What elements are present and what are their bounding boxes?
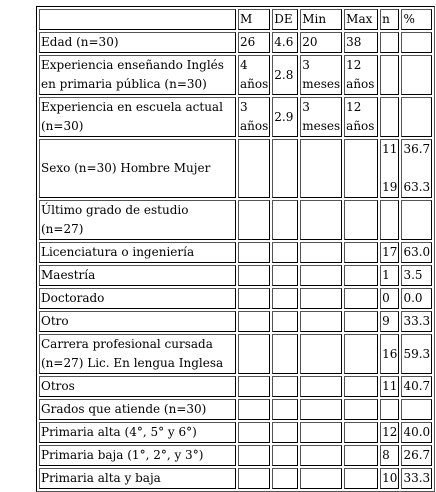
cell-n: 10: [380, 468, 399, 489]
cell-n: [380, 399, 399, 420]
cell-m-unit: años: [240, 77, 269, 91]
table-row: [39, 376, 432, 397]
table-row: [39, 311, 432, 332]
cell-n: 0: [380, 288, 399, 309]
cell-max-unit: años: [346, 119, 375, 133]
cell-pct: 33.3: [401, 311, 432, 332]
row-label: Carrera profesional cursada (n=27) Lic. En lengua Inglesa: [39, 334, 236, 374]
cell-m-unit: años: [240, 119, 269, 133]
cell-pct-hombre: 36.7: [403, 142, 431, 156]
cell-min: [300, 97, 342, 137]
cell-min: 20: [300, 32, 342, 53]
row-label: Primaria alta y baja: [39, 468, 236, 489]
cell-n-hombre: 11: [382, 142, 398, 156]
cell-pct: [401, 200, 432, 240]
cell-max: [344, 97, 378, 137]
table-row: [39, 200, 432, 240]
cell-min: [300, 55, 342, 95]
table-row: [39, 32, 432, 53]
cell-de: 2.9: [272, 97, 298, 137]
cell-pct: 40.0: [401, 422, 432, 443]
cell-n: 12: [380, 422, 399, 443]
cell-n: [380, 55, 399, 95]
cell-n: 11: [380, 376, 399, 397]
cell-m: [238, 139, 270, 198]
cell-n: 9: [380, 311, 399, 332]
cell-n: 8: [380, 445, 399, 466]
table-row: [39, 55, 432, 95]
cell-min-unit: meses: [302, 119, 341, 133]
cell-n: 17: [380, 242, 399, 263]
cell-pct: [401, 55, 432, 95]
cell-de: [272, 139, 298, 198]
header-cell-label: [39, 9, 236, 30]
cell-max: [344, 55, 378, 95]
table-row: [39, 265, 432, 286]
header-cell-de: DE: [272, 9, 298, 30]
cell-spacer: [382, 159, 397, 178]
cell-n: 1: [380, 265, 399, 286]
cell-pct: 59.3: [401, 334, 432, 374]
row-label: Grados que atiende (n=30): [39, 399, 236, 420]
header-cell-pct: %: [401, 9, 432, 30]
cell-pct: [401, 97, 432, 137]
row-label: Doctorado: [39, 288, 236, 309]
cell-n: [380, 200, 399, 240]
cell-pct: 3.5: [401, 265, 432, 286]
row-label: Sexo (n=30) Hombre Mujer: [39, 139, 236, 198]
header-cell-n: n: [380, 9, 399, 30]
cell-n: [380, 32, 399, 53]
cell-pct: 0.0: [401, 288, 432, 309]
cell-pct: 33.3: [401, 468, 432, 489]
cell-n-mujer: 19: [382, 180, 398, 194]
cell-min-value: 3: [302, 58, 310, 72]
cell-n: 16: [380, 334, 399, 374]
row-label: Primaria alta (4°, 5° y 6°): [39, 422, 236, 443]
cell-n: [380, 97, 399, 137]
row-label: Otros: [39, 376, 236, 397]
table-row: [39, 468, 432, 489]
cell-pct: 26.7: [401, 445, 432, 466]
cell-m-value: 4: [240, 58, 248, 72]
cell-max: 38: [344, 32, 378, 53]
cell-max-unit: años: [346, 77, 375, 91]
cell-m-value: 3: [240, 100, 248, 114]
row-label: Experiencia enseñando Inglés en primaria pública (n=30): [39, 55, 236, 95]
cell-pct: 40.7: [401, 376, 432, 397]
cell-min-value: 3: [302, 100, 310, 114]
row-label: Último grado de estudio (n=27): [39, 200, 236, 240]
cell-n: [380, 139, 399, 198]
cell-de: 4.6: [272, 32, 298, 53]
cell-max-value: 12: [346, 100, 362, 114]
table-row: [39, 139, 432, 198]
table-row: [39, 422, 432, 443]
table-row: [39, 288, 432, 309]
table-row: [39, 242, 432, 263]
cell-min-unit: meses: [302, 77, 341, 91]
header-cell-min: Min: [300, 9, 342, 30]
table-container: [36, 6, 435, 492]
cell-de: 2.8: [272, 55, 298, 95]
cell-max-value: 12: [346, 58, 362, 72]
cell-max: [344, 139, 378, 198]
cell-pct: [401, 32, 432, 53]
cell-spacer: [403, 159, 430, 178]
cell-m: 26: [238, 32, 270, 53]
row-label: Otro: [39, 311, 236, 332]
cell-pct: [401, 139, 432, 198]
header-row: [39, 9, 432, 30]
header-cell-m: M: [238, 9, 270, 30]
table-row: [39, 399, 432, 420]
cell-min: [300, 139, 342, 198]
cell-m: [238, 55, 270, 95]
row-label: Licenciatura o ingeniería: [39, 242, 236, 263]
row-label: Experiencia en escuela actual (n=30): [39, 97, 236, 137]
table-row: [39, 97, 432, 137]
row-label: Maestría: [39, 265, 236, 286]
cell-pct: [401, 399, 432, 420]
row-label: Edad (n=30): [39, 32, 236, 53]
cell-m: [238, 97, 270, 137]
header-cell-max: Max: [344, 9, 378, 30]
row-label: Primaria baja (1°, 2°, y 3°): [39, 445, 236, 466]
cell-pct-mujer: 63.3: [403, 180, 431, 194]
table-row: [39, 334, 432, 374]
data-table: [36, 6, 435, 492]
table-row: [39, 445, 432, 466]
cell-pct: 63.0: [401, 242, 432, 263]
